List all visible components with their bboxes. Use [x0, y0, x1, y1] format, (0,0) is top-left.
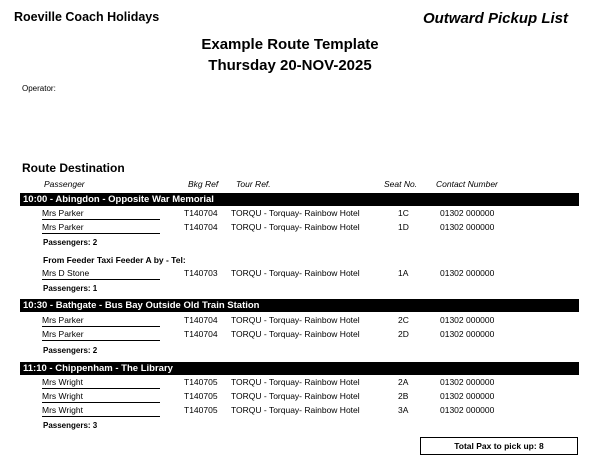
feeder-heading: From Feeder Taxi Feeder A by - Tel:: [43, 255, 186, 265]
contact-number: 01302 000000: [440, 377, 495, 387]
col-head-tour-ref: Tour Ref.: [236, 179, 271, 189]
seat-number: 1C: [398, 208, 409, 218]
route-date: Thursday 20-NOV-2025: [208, 57, 372, 74]
tour-ref: TORQU - Torquay- Rainbow Hotel: [231, 391, 360, 401]
seat-number: 1D: [398, 222, 409, 232]
stop-heading-bar: 10:00 - Abingdon - Opposite War Memorial: [20, 193, 579, 206]
booking-ref: T140704: [184, 329, 218, 339]
table-row: [0, 327, 590, 341]
table-row: [0, 375, 590, 389]
total-pax-label: Total Pax to pick up: 8: [454, 441, 544, 451]
seat-number: 2D: [398, 329, 409, 339]
row-underline: [42, 416, 160, 417]
report-title: Outward Pickup List: [422, 10, 568, 27]
seat-number: 2C: [398, 315, 409, 325]
table-row: [0, 389, 590, 403]
row-underline: [42, 279, 160, 280]
booking-ref: T140705: [184, 391, 218, 401]
contact-number: 01302 000000: [440, 329, 495, 339]
booking-ref: T140703: [184, 268, 218, 278]
contact-number: 01302 000000: [440, 391, 495, 401]
col-head-bkg-ref: Bkg Ref: [188, 179, 219, 189]
seat-number: 1A: [398, 268, 409, 278]
tour-ref: TORQU - Torquay- Rainbow Hotel: [231, 329, 360, 339]
seat-number: 2A: [398, 377, 409, 387]
col-head-contact: Contact Number: [436, 179, 498, 189]
tour-ref: TORQU - Torquay- Rainbow Hotel: [231, 377, 360, 387]
operator-label: Operator:: [22, 84, 56, 93]
passenger-name: Mrs Parker: [42, 329, 84, 339]
table-row: [0, 220, 590, 234]
table-row: [0, 206, 590, 220]
contact-number: 01302 000000: [440, 405, 495, 415]
col-head-seat-no: Seat No.: [384, 179, 418, 189]
stop-heading-bar: 11:10 - Chippenham - The Library: [20, 362, 579, 375]
company-name: Roeville Coach Holidays: [14, 10, 160, 24]
contact-number: 01302 000000: [440, 268, 495, 278]
col-head-passenger: Passenger: [44, 179, 85, 189]
booking-ref: T140704: [184, 222, 218, 232]
booking-ref: T140705: [184, 377, 218, 387]
total-pax-box: [420, 437, 578, 455]
passenger-name: Mrs Wright: [42, 391, 83, 401]
passenger-name: Mrs Wright: [42, 377, 83, 387]
contact-number: 01302 000000: [440, 208, 495, 218]
passenger-name: Mrs Parker: [42, 222, 84, 232]
table-row: [0, 403, 590, 417]
booking-ref: T140704: [184, 315, 218, 325]
section-heading: Route Destination: [22, 161, 125, 175]
passenger-name: Mrs D Stone: [42, 268, 90, 278]
booking-ref: T140704: [184, 208, 218, 218]
tour-ref: TORQU - Torquay- Rainbow Hotel: [231, 222, 360, 232]
route-title: Example Route Template: [201, 36, 379, 53]
seat-number: 2B: [398, 391, 409, 401]
passenger-count: Passengers: 2: [43, 238, 98, 247]
contact-number: 01302 000000: [440, 222, 495, 232]
row-underline: [42, 233, 160, 234]
passenger-name: Mrs Parker: [42, 208, 84, 218]
row-underline: [42, 340, 160, 341]
passenger-count: Passengers: 2: [43, 346, 98, 355]
passenger-name: Mrs Parker: [42, 315, 84, 325]
tour-ref: TORQU - Torquay- Rainbow Hotel: [231, 208, 360, 218]
passenger-name: Mrs Wright: [42, 405, 83, 415]
stop-heading-bar: 10:30 - Bathgate - Bus Bay Outside Old Train Station: [20, 299, 579, 312]
table-row: [0, 266, 590, 280]
seat-number: 3A: [398, 405, 409, 415]
tour-ref: TORQU - Torquay- Rainbow Hotel: [231, 315, 360, 325]
tour-ref: TORQU - Torquay- Rainbow Hotel: [231, 405, 360, 415]
table-row: [0, 313, 590, 327]
passenger-count: Passengers: 3: [43, 421, 98, 430]
contact-number: 01302 000000: [440, 315, 495, 325]
passenger-count: Passengers: 1: [43, 284, 98, 293]
booking-ref: T140705: [184, 405, 218, 415]
tour-ref: TORQU - Torquay- Rainbow Hotel: [231, 268, 360, 278]
